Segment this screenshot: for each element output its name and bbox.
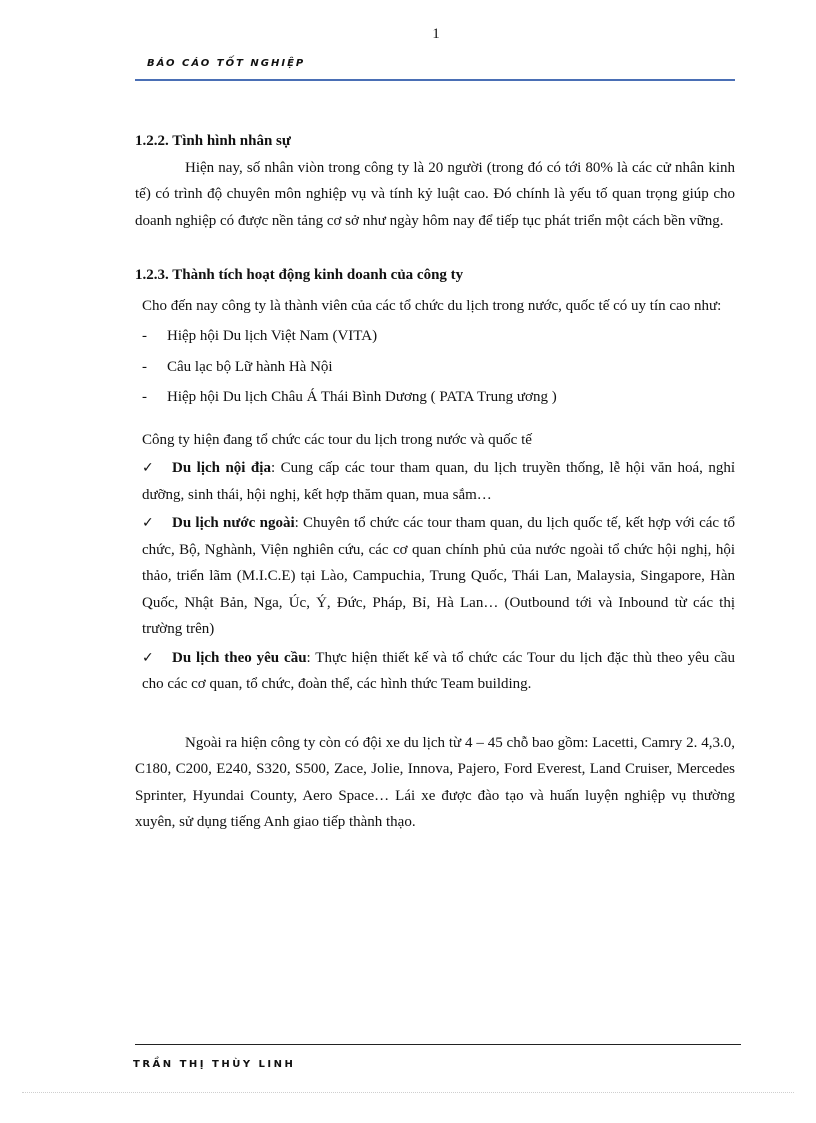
list-item: - Hiệp hội Du lịch Châu Á Thái Bình Dương ( PATA Trung ương ) [135,384,735,411]
footer-author: TRẦN THỊ THÙY LINH [133,1059,296,1070]
list-item: ✓ Du lịch nội địa: Cung cấp các tour tham quan, du lịch truyền thống, lễ hội văn hoá, nghỉ dưỡng, sinh thái, hội nghị, kết hợp thăm quan, mua sắm… [135,455,735,508]
document-body [135,128,735,836]
page-edge-divider [22,1092,794,1093]
list-item: - Hiệp hội Du lịch Việt Nam (VITA) [135,323,735,350]
checkmark-icon: ✓ [142,460,154,476]
dash-bullet: - [142,389,147,405]
staff-paragraph: Hiện nay, số nhân viòn trong công ty là 20 người (trong đó có tới 80% là các cử nhân kinh tế) có trình độ chuyên môn nghiệp vụ và tính kỷ luật cao. Đó chính là yếu tố quan trọng giúp cho doanh nghiệp có được nền tảng cơ sở như ngày hôm nay để tiếp tục phát triển một cách bền vững. [135,159,735,229]
header-title: BÁO CÁO TỐT NGHIỆP [147,58,306,69]
dash-bullet: - [142,358,147,375]
dash-bullet: - [142,328,147,344]
tour-intro: Công ty hiện đang tổ chức các tour du lịch trong nước và quốc tế [142,431,532,448]
checkmark-icon: ✓ [142,649,154,666]
header-rule [135,79,735,81]
checkmark-icon: ✓ [142,515,154,531]
fleet-paragraph: Ngoài ra hiện công ty còn có đội xe du lịch từ 4 – 45 chỗ bao gồm: Lacetti, Camry 2. 4,3.0, C180, C200, E240, S320, S500, Zace, Jolie, Innova, Pajero, Ford Everest, Land Cruiser, Mercedes Sprinter, Hyundai County, Aero Space… Lái xe được đào tạo và huấn luyện nghiệp vụ thường xuyên, sử dụng tiếng Anh giao tiếp thành thạo. [135,734,735,830]
section-heading-achievements: 1.2.3. Thành tích hoạt động kinh doanh của công ty [135,267,464,283]
page-number: 1 [432,26,440,42]
list-item: ✓ Du lịch theo yêu cầu: Thực hiện thiết kế và tổ chức các Tour du lịch đặc thù theo yêu cầu cho các cơ quan, tổ chức, đoàn thể, các hình thức Team building. [135,645,735,698]
membership-intro: Cho đến nay công ty là thành viên của các tổ chức du lịch trong nước, quốc tế có uy tín cao như: [142,297,722,314]
list-item: ✓ Du lịch nước ngoài: Chuyên tổ chức các tour tham quan, du lịch quốc tế, kết hợp với các tổ chức, Bộ, Nghành, Viện nghiên cứu, các cơ quan chính phủ của nước ngoài tổ chức hội nghị, hội thảo, triển lãm (M.I.C.E) tại Lào, Campuchia, Trung Quốc, Thái Lan, Malaysia, Singapore, Hàn Quốc, Nhật Bản, Nga, Úc, Ý, Đức, Pháp, Bỉ, Hà Lan… (Outbound tới và Inbound từ các thị trường trên) [135,510,735,643]
list-item: - Câu lạc bộ Lữ hành Hà Nội [135,354,735,381]
section-heading-staff: 1.2.2. Tình hình nhân sự [135,133,291,149]
footer-rule [135,1044,741,1045]
